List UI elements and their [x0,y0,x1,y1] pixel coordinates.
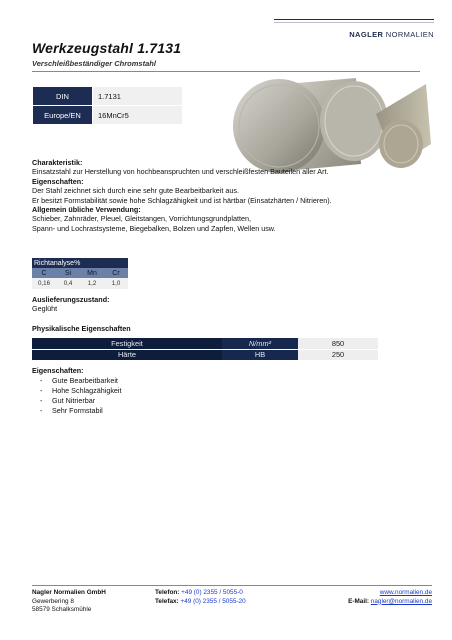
footer-phone: +49 (0) 2355 / 5055-0 [181,589,243,596]
footer-address [32,589,106,615]
analysis-value: 0,4 [56,278,80,289]
usage-text: Spann- und Lochrastsysteme, Biegebalken, Bolzen und Zapfen, Wellen usw. [32,223,276,233]
physical-heading: Physikalische Eigenschaften [32,324,131,333]
delivery-section [32,295,428,314]
properties-text: Der Stahl zeichnet sich durch eine sehr gute Bearbeitbarkeit aus. [32,186,239,196]
usage-text: Schieber, Zahnräder, Pleuel, Gleitstangen, Vorrichtungsgrundplatten, [32,214,251,224]
designation-key: DIN [33,87,93,106]
delivery-value: Geglüht [32,304,58,314]
designation-key: Europe/EN [33,106,93,125]
list-item: - Gute Bearbeitbarkeit [40,376,122,386]
analysis-value: 1,2 [80,278,104,289]
physical-property: Festigkeit [32,338,222,349]
brand-name-rest: NORMALIEN [385,30,434,39]
bar-end-medium [320,81,388,161]
features-list [40,376,122,416]
analysis-value: 1,0 [104,278,128,289]
brand-name [349,30,434,39]
footer-company: Nagler Normalien GmbH [32,589,106,596]
email-link[interactable]: nagler@normalien.de [370,597,432,605]
physical-row [32,338,378,349]
physical-value: 250 [298,349,378,360]
footer-fax: +49 (0) 2355 / 5055-20 [180,597,246,605]
designation-row [33,87,183,106]
usage-heading: Allgemein übliche Verwendung: [32,205,141,215]
brand-lines [274,19,434,27]
features-section [32,366,122,416]
footer-contact [155,589,246,606]
physical-row [32,349,378,360]
list-item: - Sehr Formstabil [40,406,122,416]
physical-property: Härte [32,349,222,360]
analysis-element: C [32,268,56,278]
list-item: - Hohe Schlagzähigkeit [40,386,122,396]
footer-fax-label: Telefax: [155,597,179,605]
analysis-values-row [32,278,128,289]
analysis-table [32,258,128,289]
properties-heading: Eigenschaften: [32,176,84,186]
physical-heading-wrap [32,324,428,333]
delivery-heading: Auslieferungszustand: [32,295,110,304]
designation-row [33,106,183,125]
brand-name-bold: NAGLER [349,30,384,39]
title-divider [32,71,420,72]
physical-value: 850 [298,338,378,349]
analysis-element: Mn [80,268,104,278]
footer-street: Gewerbering 8 [32,597,74,605]
website-link[interactable]: www.normalien.de [379,589,432,596]
footer-city: 58579 Schalksmühle [32,606,92,614]
physical-unit: N/mm² [222,338,298,349]
footer-email-label: E-Mail: [348,597,370,605]
designation-value: 16MnCr5 [93,106,183,125]
characteristic-section [32,158,428,233]
analysis-element: Si [56,268,80,278]
designation-value: 1.7131 [93,87,183,106]
list-item: - Gut Nitrierbar [40,396,122,406]
analysis-elements-row [32,268,128,278]
designation-table [32,86,183,125]
physical-unit: HB [222,349,298,360]
characteristic-heading: Charakteristik: [32,158,83,167]
footer-divider [32,585,432,586]
page-title: Werkzeugstahl 1.7131 [32,40,182,56]
analysis-value: 0,16 [32,278,56,289]
footer-web [348,589,432,606]
physical-table [32,338,378,361]
analysis-heading-row [32,258,128,268]
properties-text: Er besitzt Formstabilität sowie hohe Schlagzähigkeit und ist härtbar (Einsatzhärten / Nitrieren). [32,195,332,205]
footer-phone-label: Telefon: [155,589,180,596]
analysis-heading: Richtanalyse% [32,258,128,268]
characteristic-text: Einsatzstahl zur Herstellung von hochbeanspruchten und verschleißfesten Bauteilen aller Art. [32,167,329,177]
features-heading: Eigenschaften: [32,366,84,375]
brand-logo [274,14,434,44]
page-subtitle: Verschleißbeständiger Chromstahl [32,59,156,68]
analysis-element: Cr [104,268,128,278]
